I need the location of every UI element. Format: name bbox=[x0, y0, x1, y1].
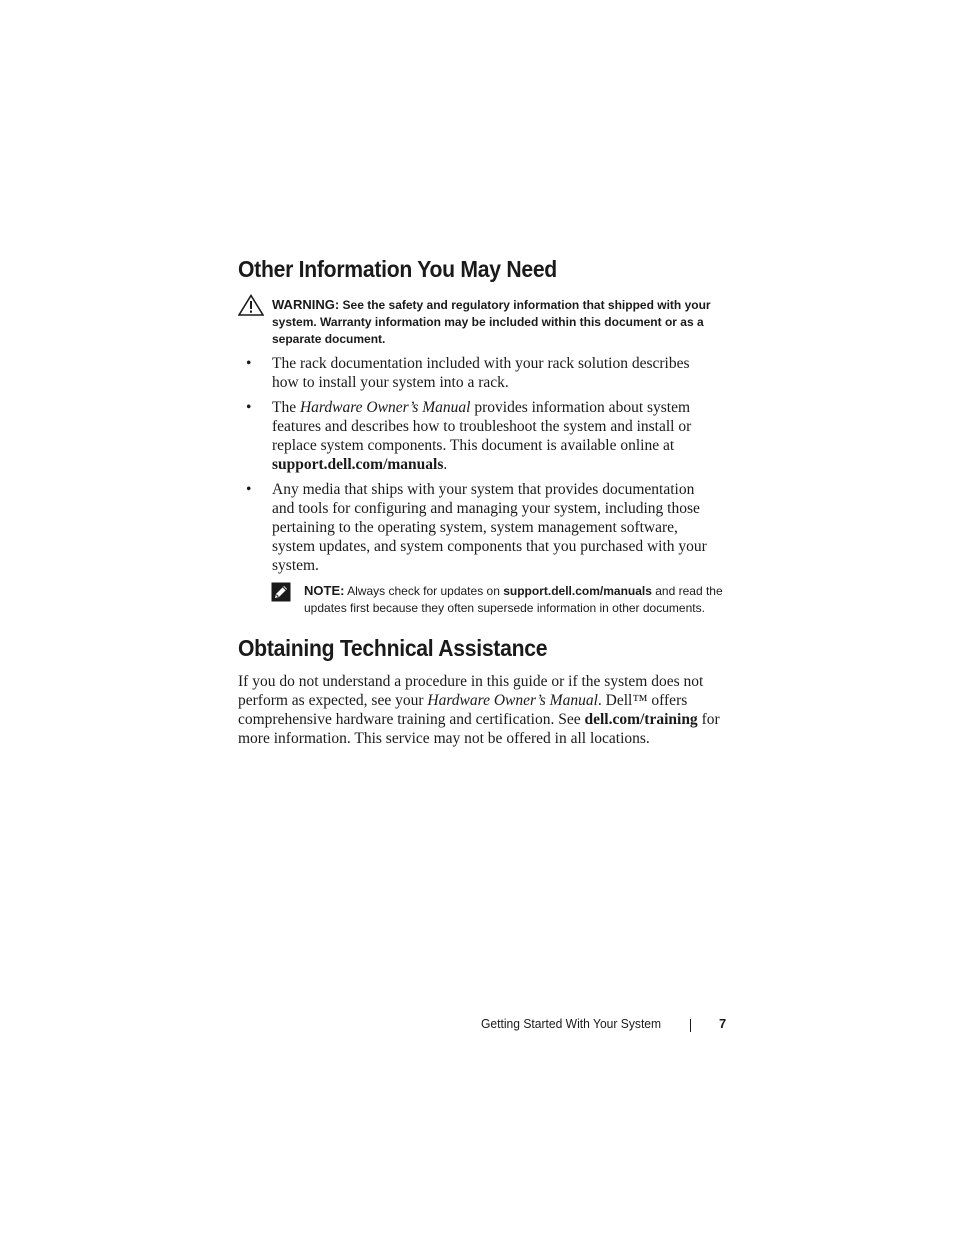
warning-text bbox=[272, 296, 732, 348]
para-post: for more information. This service may not be offered in all locations. bbox=[238, 711, 720, 747]
training-link[interactable]: dell.com/training bbox=[584, 711, 698, 728]
page-number: 7 bbox=[719, 1016, 727, 1031]
list-item bbox=[238, 398, 718, 474]
assistance-paragraph bbox=[238, 672, 738, 748]
info-bullet-list bbox=[238, 354, 718, 581]
bullet-dot: • bbox=[246, 355, 252, 372]
note-body-pre: Always check for updates on bbox=[347, 584, 504, 598]
page-footer bbox=[480, 1015, 730, 1035]
warning-label: WARNING: bbox=[272, 297, 340, 312]
bullet-text-pre: The bbox=[272, 399, 300, 416]
list-item bbox=[238, 480, 718, 575]
bullet-dot: • bbox=[246, 399, 252, 416]
manual-title: Hardware Owner’s Manual bbox=[299, 399, 471, 416]
support-manuals-link[interactable]: support.dell.com/manuals bbox=[272, 456, 444, 473]
bullet-text: The rack documentation included with your rack solution describes how to install your system into a rack. bbox=[272, 355, 690, 391]
footer-title: Getting Started With Your System bbox=[481, 1016, 662, 1031]
para-pre: If you do not understand a procedure in this guide or if the system does not perform as expected, see your bbox=[238, 673, 704, 709]
note-label: NOTE: bbox=[304, 583, 345, 598]
section-heading-other-information: Other Information You May Need bbox=[238, 256, 557, 282]
footer-separator bbox=[690, 1019, 691, 1032]
list-item bbox=[238, 354, 718, 392]
note-support-link[interactable]: support.dell.com/manuals bbox=[503, 584, 652, 598]
manual-title: Hardware Owner’s Manual bbox=[427, 692, 598, 709]
note-pencil-icon bbox=[271, 582, 291, 602]
note-text bbox=[304, 582, 744, 617]
bullet-text-mid: provides information about system features and describes how to troubleshoot the system and install or replace system components. This document is available online at bbox=[272, 399, 692, 454]
note-body-post: and read the updates first because they often supersede information in other documents. bbox=[304, 584, 723, 615]
bullet-text: Any media that ships with your system that provides documentation and tools for configuring and managing your system, including those pertaining to the operating system, system management software, system updates, and system components that you purchased with your system. bbox=[272, 481, 707, 574]
bullet-dot: • bbox=[246, 481, 252, 498]
warning-body: See the safety and regulatory information that shipped with your system. Warranty information may be included within this document or as a separate document. bbox=[272, 298, 711, 346]
para-mid: . Dell™ offers comprehensive hardware training and certification. See bbox=[238, 692, 688, 728]
section-heading-technical-assistance: Obtaining Technical Assistance bbox=[238, 635, 548, 661]
bullet-text-post: . bbox=[443, 456, 448, 473]
warning-triangle-icon bbox=[238, 294, 264, 316]
